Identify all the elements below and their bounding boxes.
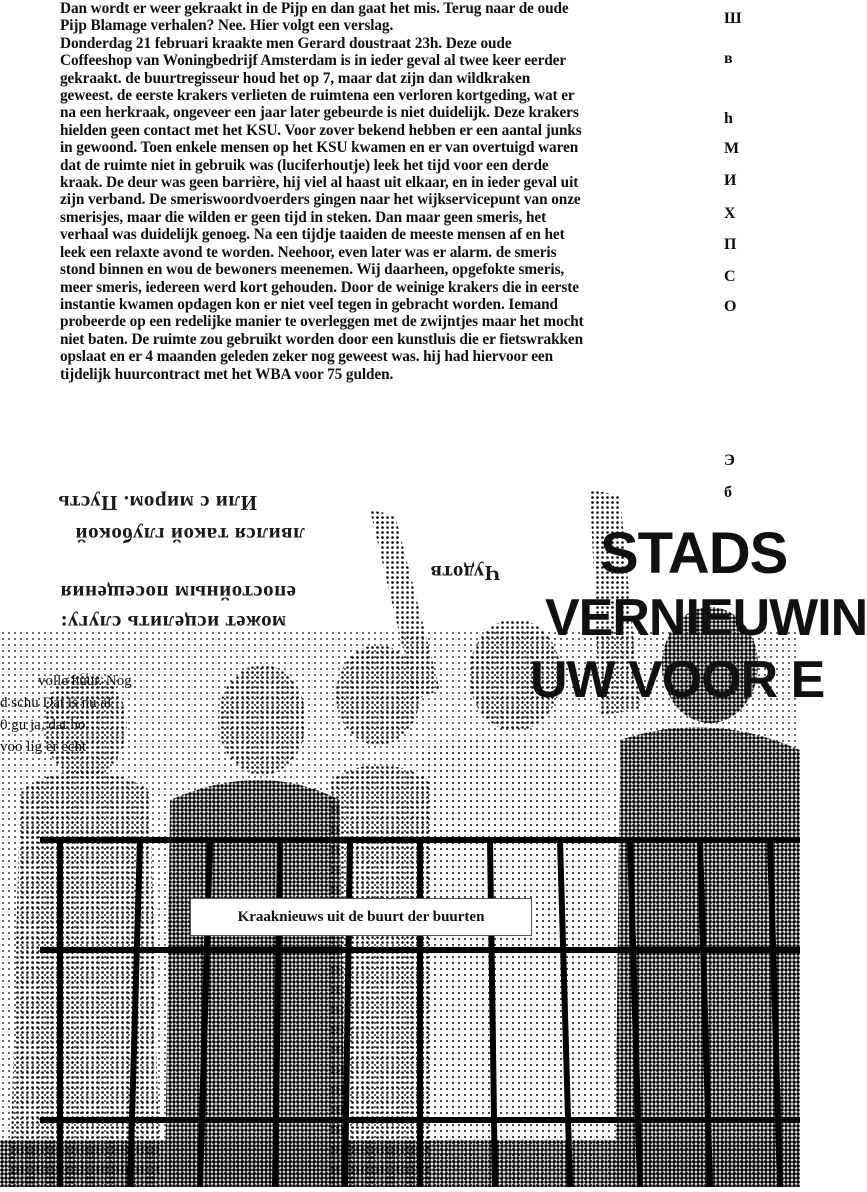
side-letter: Э xyxy=(724,452,735,469)
article-line: leek een relaxte avond te worden. Neehoor, even later was er alarm. de smeris xyxy=(60,243,557,261)
article-line: in gewoond. Toen enkele mensen op het KSU kwamen en er van overtuigd waren xyxy=(60,139,579,157)
side-letter: Х xyxy=(724,205,736,222)
article-line: Coffeeshop van Woningbedrijf Amsterdam is in ieder geval al twee keer eerder xyxy=(60,52,567,70)
article-line: gekraakt. de buurtregisseur houd het op 7, maar dat zijn dan wildkraken xyxy=(60,69,531,87)
article-line: kraak. De deur was geen barrière, hij viel al haast uit elkaar, en in ieder geval uit xyxy=(60,174,579,192)
article-line: Donderdag 21 februari kraakte men Gerard doustraat 23h. Deze oude xyxy=(60,34,512,52)
article-line: verhaal was duidelijk genoeg. Na een tijdje taaiden de meeste mensen af en het xyxy=(60,226,565,244)
left-text-fragment xyxy=(0,670,300,758)
fragment-line: 0 gu ja, dat ho xyxy=(0,717,86,733)
side-letter: О xyxy=(724,298,737,315)
side-letter: М xyxy=(724,140,740,157)
article-body xyxy=(60,0,720,383)
banner-stads: STADS xyxy=(600,521,788,586)
side-letter: h xyxy=(724,110,733,127)
banner-vernieuwing: VERNIEUWIN xyxy=(545,589,867,647)
side-letter: С xyxy=(724,268,736,285)
article-line: opslaat en er 4 maanden geleden zeker nog geweest was. hij had hiervoor een xyxy=(60,348,554,366)
cyrillic-fragment: Или с миром. Пусть xyxy=(58,491,257,515)
article-line: dat de ruimte niet in gebruik was (luciferhoutje) leek het tijd voor een derde xyxy=(60,156,549,174)
side-letter: в xyxy=(724,50,733,67)
side-letter: П xyxy=(724,236,737,253)
fragment-line: voo lig er echt xyxy=(0,739,87,755)
side-letter: И xyxy=(724,172,737,189)
article-line: probeerde op een redelijke manier te overleggen met de zwijntjes maar het mocht xyxy=(60,313,584,331)
article-line: Dan wordt er weer gekraakt in de Pijp en dan gaat het mis. Terug naar de oude xyxy=(60,0,569,17)
article-line: hielden geen contact met het KSU. Voor zover bekend hebben er een aantal junks xyxy=(60,121,582,139)
article-line: tijdelijk huurcontract met het WBA voor 75 gulden. xyxy=(60,365,394,383)
banner-bouw: UW VOOR E xyxy=(530,651,825,709)
article-line: instantie kwamen opdagen kon er niet veel tegen in gebracht worden. Iemand xyxy=(60,295,558,313)
side-letter: б xyxy=(724,484,732,501)
fragment-line: volle huur. Nog xyxy=(38,673,132,689)
article-line: na een herkraak, ongeveer een jaar later gebeurde is niet duidelijk. Deze krakers xyxy=(60,104,579,122)
article-line: meer smeris, iedereen werd kort gehouden. Door de weinige krakers die in eerste xyxy=(60,278,579,296)
article-line: stond binnen en wou de bewoners meenemen. Wij daarheen, opgefokte smeris, xyxy=(60,261,565,279)
photo-caption: Kraaknieuws uit de buurt der buurten xyxy=(190,898,532,936)
article-line: zijn verband. De smeriswoordvoerders gingen naar het wijkservicepunt van onze xyxy=(60,191,581,209)
article-line: smerisjes, maar die wilden er geen tijd in steken. Dan maar geen smeris, het xyxy=(60,208,547,226)
cyrillic-fragment: Чудотв xyxy=(430,561,501,585)
fragment-line: d schu Dat is nu al xyxy=(0,695,112,711)
cyrillic-fragment: епостойным посещения xyxy=(60,581,297,605)
article-line: Pijp Blamage verhalen? Nee. Hier volgt een verslag. xyxy=(60,17,394,35)
side-letter: Ш xyxy=(724,10,742,27)
article-line: niet baten. De ruimte zou gebruikt worden door een kunstluis die er fietswrakken xyxy=(60,330,583,348)
cyrillic-fragment: лвился такой глубокой xyxy=(75,523,305,547)
cyrillic-fragment: может исцелить слугу: xyxy=(60,611,287,635)
article-line: geweest. de eerste krakers verlieten de ruimtena een verloren kortgeding, wat er xyxy=(60,87,575,105)
